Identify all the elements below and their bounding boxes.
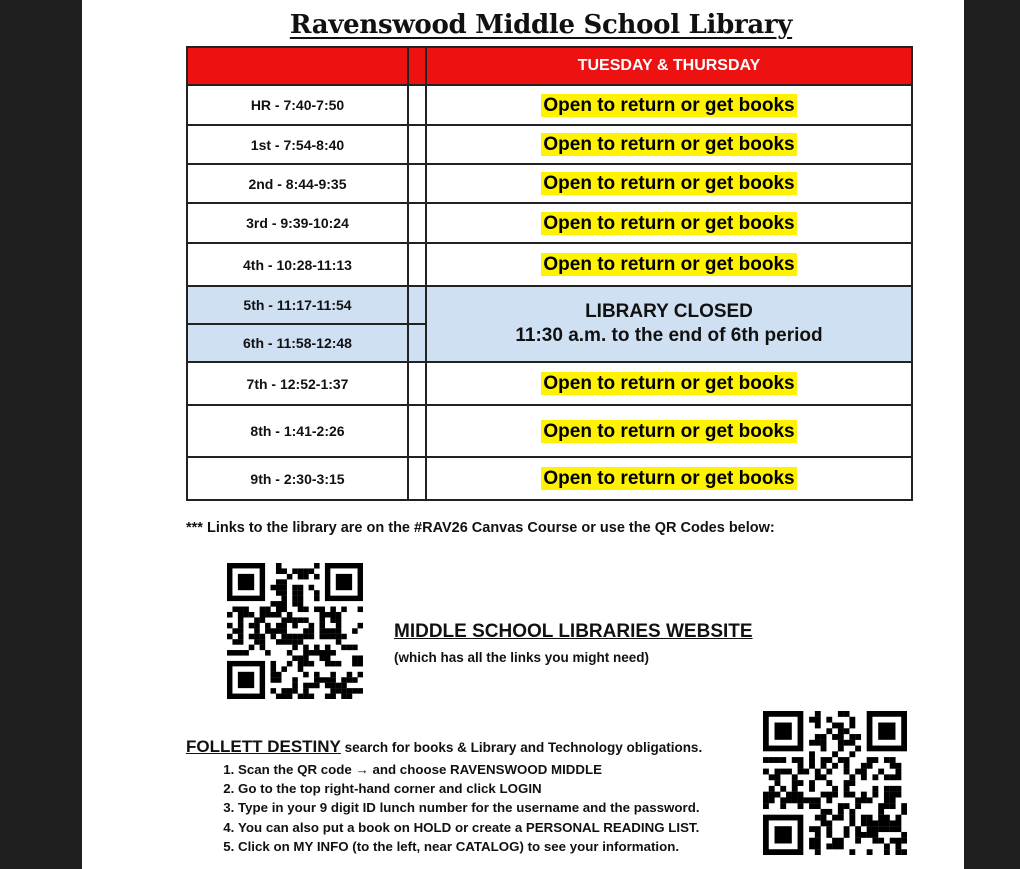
- status-open: Open to return or get books: [543, 254, 795, 275]
- period-cell: 9th - 2:30-3:15: [187, 457, 408, 500]
- period-cell: 4th - 10:28-11:13: [187, 243, 408, 286]
- page-title: Ravenswood Middle School Library: [289, 10, 793, 40]
- links-note: *** Links to the library are on the #RAV26 Canvas Course or use the QR Codes below:: [186, 520, 775, 536]
- status-open: Open to return or get books: [543, 373, 795, 394]
- table-row: [187, 405, 912, 457]
- status-open: Open to return or get books: [543, 212, 795, 234]
- status-open: Open to return or get books: [543, 94, 795, 116]
- table-row: [187, 85, 912, 125]
- table-row: [187, 164, 912, 203]
- period-cell: 7th - 12:52-1:37: [187, 362, 408, 405]
- list-item: 1. Scan the QR code → and choose RAVENSWOOD MIDDLE: [238, 760, 700, 779]
- library-closed-label: LIBRARY CLOSED: [585, 301, 753, 322]
- schedule-table: [186, 46, 913, 501]
- instructions-list: [196, 760, 700, 856]
- table-row: [187, 125, 912, 164]
- qr-code-icon[interactable]: [227, 563, 363, 699]
- qr-code-icon[interactable]: [763, 711, 907, 855]
- period-cell: 3rd - 9:39-10:24: [187, 203, 408, 243]
- follett-destiny-text: search for books & Library and Technology obligations.: [340, 740, 703, 755]
- period-cell: 2nd - 8:44-9:35: [187, 164, 408, 203]
- library-website-link[interactable]: MIDDLE SCHOOL LIBRARIES WEBSITE: [394, 621, 753, 642]
- period-cell: 1st - 7:54-8:40: [187, 125, 408, 164]
- period-cell: 5th - 11:17-11:54: [187, 286, 408, 324]
- table-row-closed: [187, 286, 912, 324]
- list-item: 3. Type in your 9 digit ID lunch number for the username and the password.: [238, 798, 700, 817]
- follett-destiny-link[interactable]: FOLLETT DESTINY: [186, 737, 341, 756]
- table-row: [187, 243, 912, 286]
- status-open: Open to return or get books: [543, 173, 795, 194]
- list-item: 4. You can also put a book on HOLD or create a PERSONAL READING LIST.: [238, 818, 700, 837]
- table-row: [187, 362, 912, 405]
- document-page: [82, 0, 964, 869]
- period-cell: 8th - 1:41-2:26: [187, 405, 408, 457]
- status-open: Open to return or get books: [543, 468, 795, 489]
- follett-destiny-heading: [186, 737, 702, 757]
- library-closed-time: 11:30 a.m. to the end of 6th period: [515, 325, 823, 346]
- library-website-subtitle: (which has all the links you might need): [394, 650, 650, 665]
- table-row: [187, 203, 912, 243]
- status-open: Open to return or get books: [543, 420, 795, 442]
- period-cell: 6th - 11:58-12:48: [187, 324, 408, 362]
- status-open: Open to return or get books: [543, 134, 795, 155]
- header-day: TUESDAY & THURSDAY: [426, 47, 912, 85]
- library-closed-cell: [426, 286, 912, 362]
- list-item: 5. Click on MY INFO (to the left, near CATALOG) to see your information.: [238, 837, 700, 856]
- table-row: [187, 457, 912, 500]
- table-header-row: [187, 47, 912, 85]
- list-item: 2. Go to the top right-hand corner and click LOGIN: [238, 779, 700, 798]
- period-cell: HR - 7:40-7:50: [187, 85, 408, 125]
